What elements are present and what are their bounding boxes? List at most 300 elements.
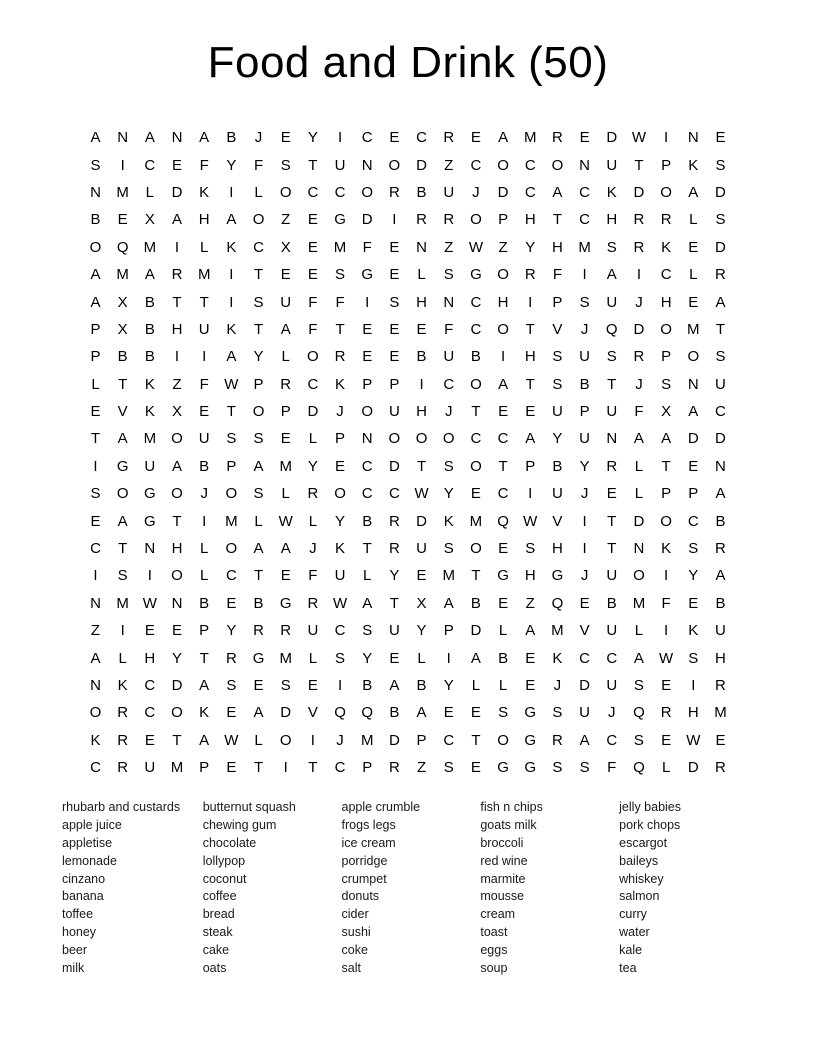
word-list-item[interactable]: toast (480, 924, 508, 939)
grid-cell[interactable]: O (470, 540, 482, 558)
grid-cell[interactable]: C (90, 759, 101, 777)
grid-cell[interactable]: C (334, 183, 346, 201)
grid-cell[interactable]: O (470, 457, 482, 475)
grid-cell[interactable]: W (468, 238, 483, 256)
grid-cell[interactable]: F (634, 403, 644, 421)
grid-cell[interactable]: S (253, 430, 264, 448)
grid-cell[interactable]: C (144, 677, 156, 694)
word-list-item[interactable]: frogs legs (341, 818, 396, 833)
grid-cell[interactable]: R (388, 540, 400, 558)
grid-cell[interactable]: D (687, 759, 699, 777)
grid-cell[interactable]: E (389, 266, 400, 284)
grid-cell[interactable]: S (552, 704, 563, 722)
grid-cell[interactable]: C (144, 156, 156, 174)
grid-cell[interactable]: H (524, 348, 536, 366)
grid-cell[interactable]: C (334, 622, 346, 640)
grid-cell[interactable]: S (335, 266, 346, 284)
grid-cell[interactable]: J (635, 293, 643, 311)
grid-cell[interactable]: I (93, 457, 98, 475)
word-list-item[interactable]: bread (202, 907, 235, 922)
grid-cell[interactable]: O (361, 403, 374, 421)
grid-cell[interactable]: C (579, 183, 591, 201)
grid-cell[interactable]: L (200, 238, 209, 256)
grid-cell[interactable]: K (688, 622, 699, 640)
grid-cell[interactable]: U (307, 622, 319, 640)
grid-cell[interactable]: A (253, 540, 264, 558)
word-list-item[interactable]: donuts (341, 889, 380, 904)
word-list-item[interactable]: cake (202, 942, 230, 957)
grid-cell[interactable]: O (470, 375, 482, 393)
grid-cell[interactable]: S (389, 293, 400, 311)
grid-cell[interactable]: P (335, 430, 346, 448)
grid-cell[interactable]: H (606, 211, 618, 229)
grid-cell[interactable]: N (687, 129, 699, 147)
grid-cell[interactable]: Q (605, 320, 618, 338)
grid-cell[interactable]: I (691, 677, 696, 694)
grid-cell[interactable]: H (171, 540, 183, 558)
grid-cell[interactable]: M (143, 238, 157, 256)
grid-cell[interactable]: J (309, 540, 317, 558)
grid-cell[interactable]: T (607, 512, 617, 530)
grid-cell[interactable]: V (117, 403, 128, 421)
word-list-item[interactable]: pork chops (619, 818, 681, 833)
word-list-item[interactable]: oats (202, 960, 227, 975)
grid-cell[interactable]: X (117, 320, 128, 338)
word-list-item[interactable]: rhubarb and custards (62, 800, 181, 815)
grid-cell[interactable]: G (524, 759, 537, 777)
grid-cell[interactable]: Y (335, 512, 346, 530)
grid-cell[interactable]: T (118, 375, 128, 393)
grid-cell[interactable]: Q (633, 759, 645, 777)
grid-cell[interactable]: D (470, 622, 482, 640)
grid-cell[interactable]: K (90, 731, 101, 749)
grid-cell[interactable]: E (280, 129, 291, 147)
word-list-item[interactable]: coffee (202, 889, 237, 904)
grid-cell[interactable]: E (172, 156, 183, 174)
grid-cell[interactable]: U (388, 403, 400, 421)
grid-cell[interactable]: N (117, 129, 129, 147)
grid-cell[interactable]: L (634, 485, 644, 503)
grid-cell[interactable]: R (280, 622, 292, 640)
grid-cell[interactable]: C (307, 183, 319, 201)
grid-cell[interactable]: P (443, 622, 454, 640)
grid-cell[interactable]: F (661, 594, 671, 612)
grid-cell[interactable]: S (280, 677, 291, 694)
grid-cell[interactable]: E (688, 238, 699, 256)
grid-cell[interactable]: E (498, 403, 509, 421)
grid-cell[interactable]: W (686, 731, 701, 749)
grid-cell[interactable]: P (280, 403, 291, 421)
grid-cell[interactable]: B (144, 320, 155, 338)
grid-cell[interactable]: O (470, 211, 482, 229)
grid-cell[interactable]: R (416, 211, 427, 229)
grid-cell[interactable]: Q (551, 594, 564, 612)
grid-cell[interactable]: Y (443, 485, 454, 503)
grid-cell[interactable]: O (497, 266, 509, 284)
grid-cell[interactable]: S (226, 677, 237, 694)
grid-cell[interactable]: L (471, 677, 481, 694)
grid-cell[interactable]: O (334, 485, 346, 503)
grid-cell[interactable]: S (443, 457, 454, 475)
word-list-item[interactable]: escargot (619, 835, 668, 850)
grid-cell[interactable]: M (333, 238, 347, 256)
grid-cell[interactable]: B (552, 457, 563, 475)
grid-cell[interactable]: U (552, 403, 563, 421)
grid-cell[interactable]: M (170, 759, 184, 777)
grid-cell[interactable]: B (362, 512, 373, 530)
grid-cell[interactable]: P (199, 759, 210, 777)
grid-cell[interactable]: S (579, 759, 590, 777)
grid-cell[interactable]: I (500, 348, 506, 366)
grid-cell[interactable]: E (172, 622, 183, 640)
grid-cell[interactable]: O (361, 183, 374, 201)
word-list-item[interactable]: broccoli (480, 835, 524, 850)
grid-cell[interactable]: T (253, 567, 264, 585)
grid-cell[interactable]: A (715, 567, 726, 585)
grid-cell[interactable]: E (525, 649, 536, 667)
word-list-item[interactable]: soup (480, 960, 508, 975)
grid-cell[interactable]: E (661, 677, 672, 694)
grid-cell[interactable]: I (392, 211, 397, 229)
grid-cell[interactable]: I (528, 293, 533, 311)
word-list-item[interactable]: salmon (619, 889, 660, 904)
grid-cell[interactable]: A (199, 731, 210, 749)
grid-cell[interactable]: K (688, 156, 699, 174)
grid-cell[interactable]: B (144, 348, 155, 366)
grid-cell[interactable]: B (416, 348, 427, 366)
grid-cell[interactable]: Y (253, 348, 264, 366)
grid-cell[interactable]: U (144, 759, 156, 777)
grid-cell[interactable]: O (388, 156, 401, 174)
grid-cell[interactable]: G (361, 266, 374, 284)
word-list-item[interactable]: cider (341, 907, 369, 922)
grid-cell[interactable]: R (552, 731, 563, 749)
grid-cell[interactable]: B (470, 348, 481, 366)
grid-cell[interactable]: N (606, 430, 618, 448)
grid-cell[interactable]: E (579, 129, 590, 147)
grid-cell[interactable]: T (525, 375, 535, 393)
grid-cell[interactable]: S (525, 540, 536, 558)
grid-cell[interactable]: V (552, 320, 563, 338)
grid-cell[interactable]: T (226, 403, 236, 421)
grid-cell[interactable]: U (606, 403, 618, 421)
grid-cell[interactable]: A (172, 211, 183, 229)
grid-cell[interactable]: M (225, 512, 238, 530)
grid-cell[interactable]: R (443, 211, 455, 229)
grid-cell[interactable]: Z (90, 622, 101, 640)
grid-cell[interactable]: R (388, 759, 400, 777)
grid-cell[interactable]: B (362, 677, 373, 694)
grid-cell[interactable]: E (307, 266, 318, 284)
word-list-item[interactable]: chocolate (202, 835, 257, 850)
grid-cell[interactable]: S (117, 567, 128, 585)
grid-cell[interactable]: U (606, 622, 618, 640)
word-list-item[interactable]: milk (62, 960, 85, 975)
grid-cell[interactable]: E (389, 129, 400, 147)
grid-cell[interactable]: E (335, 457, 346, 475)
grid-cell[interactable]: K (606, 183, 617, 201)
grid-cell[interactable]: C (443, 375, 455, 393)
grid-cell[interactable]: E (470, 704, 481, 722)
grid-cell[interactable]: E (144, 731, 155, 749)
grid-cell[interactable]: A (552, 183, 563, 201)
grid-cell[interactable]: O (497, 156, 509, 174)
grid-cell[interactable]: J (254, 129, 263, 147)
grid-cell[interactable]: C (334, 759, 346, 777)
grid-cell[interactable]: R (388, 183, 400, 201)
grid-cell[interactable]: C (307, 375, 319, 393)
grid-cell[interactable]: C (579, 211, 591, 229)
grid-cell[interactable]: H (144, 649, 156, 667)
grid-cell[interactable]: L (254, 183, 263, 201)
grid-cell[interactable]: U (280, 293, 292, 311)
grid-cell[interactable]: Y (226, 156, 237, 174)
grid-cell[interactable]: B (199, 594, 210, 612)
grid-cell[interactable]: L (308, 512, 318, 530)
grid-cell[interactable]: M (551, 622, 564, 640)
grid-cell[interactable]: L (634, 622, 644, 640)
grid-cell[interactable]: F (552, 266, 562, 284)
grid-cell[interactable]: U (715, 622, 726, 640)
grid-cell[interactable]: R (117, 704, 129, 722)
grid-cell[interactable]: D (171, 183, 183, 201)
grid-cell[interactable]: T (389, 594, 399, 612)
grid-cell[interactable]: P (661, 485, 672, 503)
grid-cell[interactable]: Z (416, 759, 427, 777)
grid-cell[interactable]: L (254, 512, 263, 530)
grid-cell[interactable]: A (144, 129, 155, 147)
grid-cell[interactable]: C (253, 238, 264, 256)
grid-cell[interactable]: E (307, 238, 318, 256)
grid-cell[interactable]: I (147, 567, 152, 585)
grid-cell[interactable]: A (661, 430, 672, 448)
grid-cell[interactable]: D (606, 129, 618, 147)
grid-cell[interactable]: P (253, 375, 264, 393)
grid-cell[interactable]: A (579, 731, 590, 749)
grid-cell[interactable]: M (197, 266, 211, 284)
grid-cell[interactable]: T (362, 540, 372, 558)
grid-cell[interactable]: K (144, 375, 155, 393)
grid-cell[interactable]: A (90, 293, 101, 311)
grid-cell[interactable]: E (688, 594, 699, 612)
grid-cell[interactable]: E (226, 594, 237, 612)
grid-cell[interactable]: C (388, 485, 400, 503)
grid-cell[interactable]: O (660, 183, 672, 201)
grid-cell[interactable]: G (144, 485, 156, 503)
grid-cell[interactable]: S (661, 375, 672, 393)
grid-cell[interactable]: T (90, 430, 101, 448)
grid-cell[interactable]: R (280, 375, 292, 393)
grid-cell[interactable]: E (144, 622, 155, 640)
grid-cell[interactable]: A (443, 594, 454, 612)
word-list-item[interactable]: baileys (619, 853, 659, 868)
grid-cell[interactable]: Y (362, 649, 373, 667)
grid-cell[interactable]: A (715, 485, 726, 503)
grid-cell[interactable]: K (117, 677, 128, 694)
grid-cell[interactable]: P (362, 375, 373, 393)
grid-cell[interactable]: P (661, 348, 672, 366)
grid-cell[interactable]: L (498, 677, 508, 694)
grid-cell[interactable]: I (365, 293, 370, 311)
grid-cell[interactable]: T (634, 156, 644, 174)
grid-cell[interactable]: P (552, 293, 563, 311)
grid-cell[interactable]: T (172, 731, 182, 749)
grid-cell[interactable]: I (582, 540, 587, 558)
grid-cell[interactable]: G (144, 512, 156, 530)
word-list-item[interactable]: fish n chips (480, 800, 543, 815)
grid-cell[interactable]: U (443, 183, 455, 201)
word-list-item[interactable]: banana (62, 889, 104, 904)
grid-cell[interactable]: A (525, 622, 536, 640)
word-list-item[interactable]: tea (619, 960, 637, 975)
grid-cell[interactable]: T (607, 375, 617, 393)
grid-cell[interactable]: O (307, 348, 319, 366)
grid-cell[interactable]: D (715, 183, 726, 201)
grid-cell[interactable]: C (606, 649, 618, 667)
word-list-item[interactable]: cinzano (62, 871, 106, 886)
grid-cell[interactable]: I (174, 238, 180, 256)
grid-cell[interactable]: P (389, 375, 400, 393)
grid-cell[interactable]: U (579, 430, 591, 448)
word-list-item[interactable]: eggs (480, 942, 508, 957)
grid-cell[interactable]: O (279, 183, 292, 201)
grid-cell[interactable]: Y (552, 430, 563, 448)
grid-cell[interactable]: R (117, 731, 129, 749)
grid-cell[interactable]: A (498, 129, 509, 147)
grid-cell[interactable]: M (279, 649, 292, 667)
grid-cell[interactable]: C (443, 731, 455, 749)
grid-cell[interactable]: R (225, 649, 237, 667)
grid-cell[interactable]: R (715, 266, 726, 284)
grid-cell[interactable]: B (199, 457, 210, 475)
grid-cell[interactable]: C (90, 540, 101, 558)
grid-cell[interactable]: M (687, 320, 700, 338)
grid-cell[interactable]: R (253, 622, 264, 640)
word-list-item[interactable]: red wine (480, 853, 528, 868)
grid-cell[interactable]: N (144, 540, 156, 558)
grid-cell[interactable]: G (524, 704, 537, 722)
grid-cell[interactable]: T (308, 759, 318, 777)
grid-cell[interactable]: I (636, 266, 642, 284)
grid-cell[interactable]: L (417, 266, 426, 284)
grid-cell[interactable]: K (226, 238, 237, 256)
grid-cell[interactable]: L (200, 540, 209, 558)
grid-cell[interactable]: O (171, 430, 183, 448)
grid-cell[interactable]: T (525, 320, 535, 338)
grid-cell[interactable]: R (660, 211, 672, 229)
grid-cell[interactable]: I (310, 731, 315, 749)
grid-cell[interactable]: T (607, 540, 617, 558)
grid-cell[interactable]: E (688, 457, 699, 475)
grid-cell[interactable]: A (253, 704, 264, 722)
grid-cell[interactable]: X (172, 403, 183, 421)
grid-cell[interactable]: D (687, 430, 699, 448)
grid-cell[interactable]: A (470, 649, 481, 667)
grid-cell[interactable]: S (443, 759, 454, 777)
grid-cell[interactable]: N (633, 540, 645, 558)
grid-cell[interactable]: S (579, 293, 590, 311)
grid-cell[interactable]: E (525, 677, 536, 694)
grid-cell[interactable]: Q (334, 704, 346, 722)
word-list-item[interactable]: coke (341, 942, 368, 957)
grid-cell[interactable]: H (524, 211, 536, 229)
grid-cell[interactable]: I (582, 512, 587, 530)
grid-cell[interactable]: C (470, 320, 482, 338)
word-list-item[interactable]: appletise (62, 835, 113, 850)
grid-cell[interactable]: U (443, 348, 455, 366)
grid-cell[interactable]: I (202, 512, 207, 530)
grid-cell[interactable]: M (442, 567, 455, 585)
grid-cell[interactable]: X (661, 403, 672, 421)
grid-cell[interactable]: L (689, 266, 698, 284)
grid-cell[interactable]: I (337, 129, 343, 147)
grid-cell[interactable]: N (579, 156, 591, 174)
grid-cell[interactable]: C (524, 156, 536, 174)
grid-cell[interactable]: O (497, 320, 509, 338)
grid-cell[interactable]: S (90, 156, 101, 174)
grid-cell[interactable]: E (307, 677, 318, 694)
grid-cell[interactable]: P (90, 348, 101, 366)
grid-cell[interactable]: C (497, 485, 509, 503)
word-list-item[interactable]: lollypop (202, 853, 246, 868)
grid-cell[interactable]: R (633, 348, 645, 366)
grid-cell[interactable]: I (528, 485, 533, 503)
grid-cell[interactable]: N (90, 594, 101, 612)
grid-cell[interactable]: B (715, 594, 726, 612)
grid-cell[interactable]: E (90, 512, 101, 530)
grid-cell[interactable]: A (117, 512, 128, 530)
grid-cell[interactable]: K (335, 540, 346, 558)
grid-cell[interactable]: E (280, 430, 291, 448)
grid-cell[interactable]: T (416, 457, 427, 475)
grid-cell[interactable]: W (631, 129, 647, 147)
grid-cell[interactable]: J (472, 183, 480, 201)
grid-cell[interactable]: N (416, 238, 427, 256)
grid-cell[interactable]: I (664, 567, 669, 585)
grid-cell[interactable]: B (470, 594, 481, 612)
grid-cell[interactable]: I (664, 129, 669, 147)
grid-cell[interactable]: T (199, 649, 209, 667)
grid-cell[interactable]: R (552, 129, 563, 147)
grid-cell[interactable]: L (254, 731, 263, 749)
grid-cell[interactable]: U (579, 348, 591, 366)
grid-cell[interactable]: T (308, 156, 318, 174)
grid-cell[interactable]: A (90, 266, 101, 284)
grid-cell[interactable]: I (174, 348, 180, 366)
grid-cell[interactable]: H (715, 649, 726, 667)
grid-cell[interactable]: X (117, 293, 128, 311)
grid-cell[interactable]: F (253, 156, 264, 174)
grid-cell[interactable]: I (446, 649, 451, 667)
grid-cell[interactable]: E (661, 731, 672, 749)
grid-cell[interactable]: H (497, 293, 509, 311)
grid-cell[interactable]: E (389, 348, 400, 366)
grid-cell[interactable]: F (308, 567, 318, 585)
grid-cell[interactable]: Y (416, 622, 427, 640)
grid-cell[interactable]: F (308, 320, 318, 338)
grid-cell[interactable]: L (661, 759, 671, 777)
grid-cell[interactable]: R (633, 238, 645, 256)
grid-cell[interactable]: P (226, 457, 237, 475)
grid-cell[interactable]: O (415, 430, 428, 448)
grid-cell[interactable]: I (582, 266, 587, 284)
grid-cell[interactable]: H (416, 293, 427, 311)
grid-cell[interactable]: K (199, 704, 210, 722)
grid-cell[interactable]: A (606, 266, 617, 284)
word-list-item[interactable]: coconut (202, 871, 247, 886)
grid-cell[interactable]: R (660, 704, 672, 722)
grid-cell[interactable]: X (280, 238, 291, 256)
